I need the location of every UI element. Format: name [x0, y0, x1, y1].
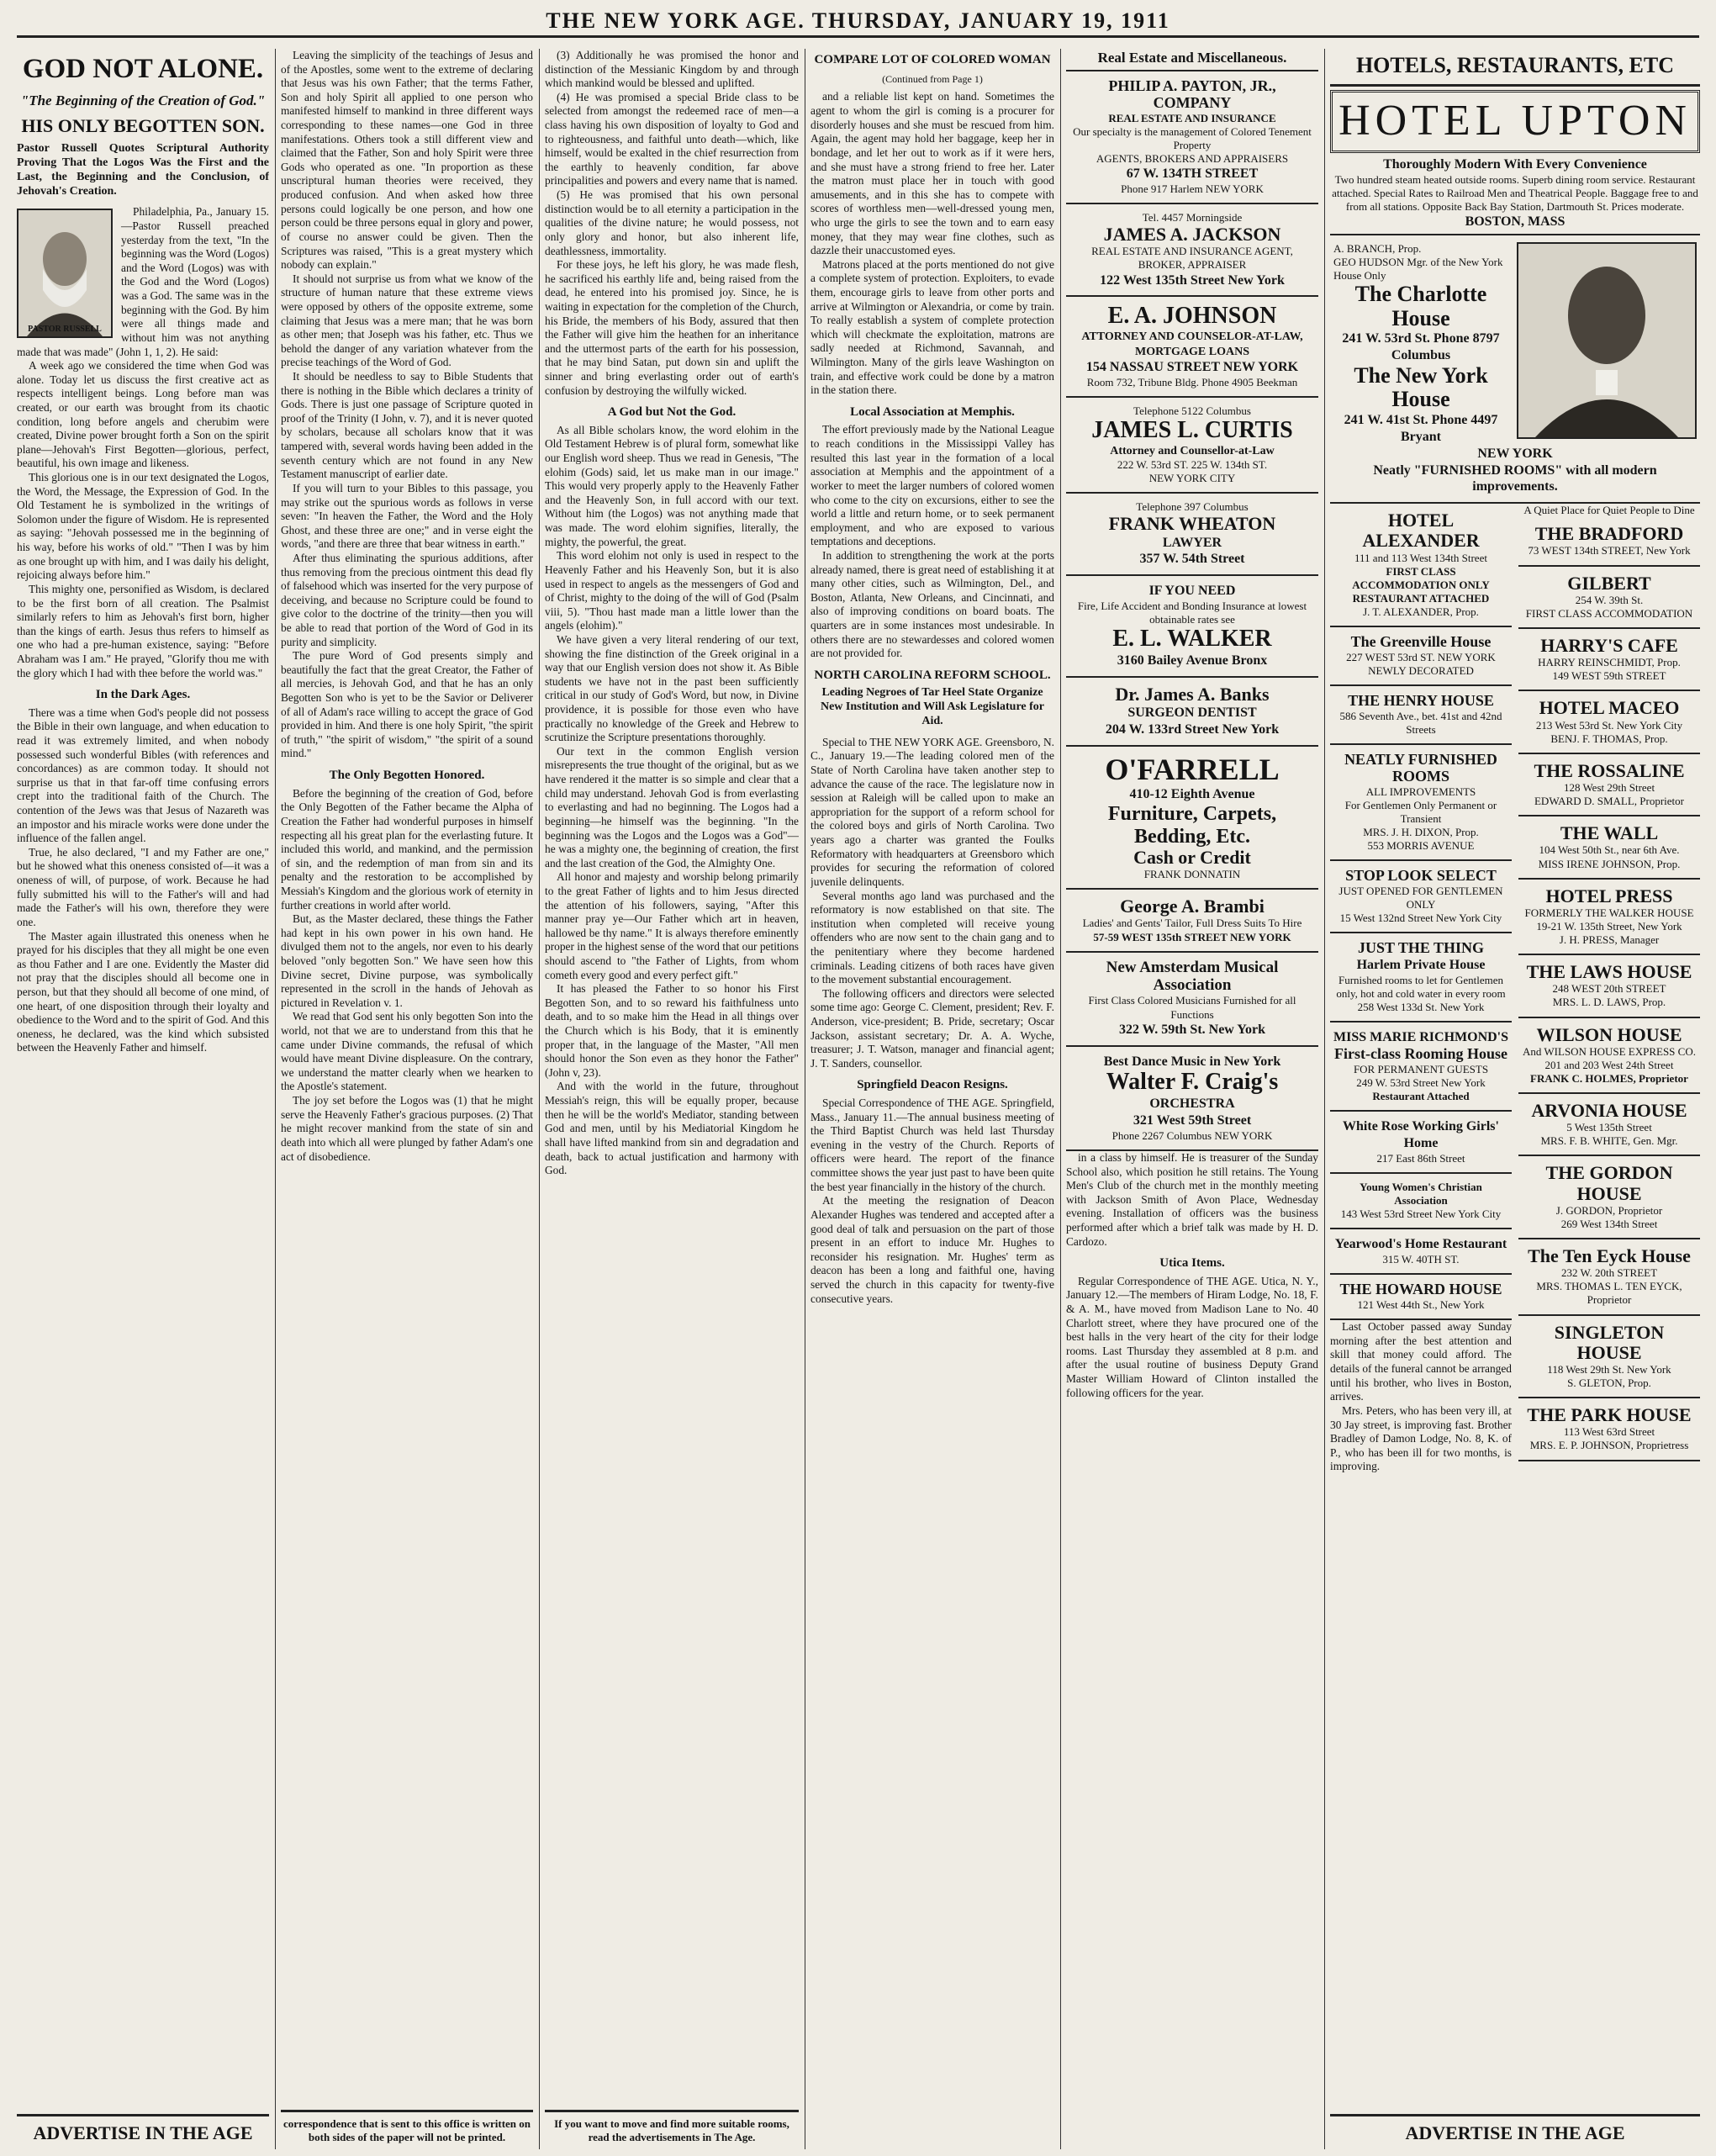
article-paragraph: (3) Additionally he was promised the honor and distinction of the Messianic Kingdom by and through which mankind would be blessed and uplifted. — [545, 49, 799, 90]
article-paragraph: This mighty one, personified as Wisdom, is declared to be the first born of all creation. The Psalmist similarly refers to him as Jehovah's first born, higher than the kings of earth. Jesus thus refers to himself as one who had a pre-human existence, saying: "Before Abraham was I am." He prayed, "Glorify thou me with the glory which I had with thee before the world was." — [17, 582, 269, 679]
ad-arvonia-address: 5 West 135th Street — [1566, 1121, 1652, 1134]
summary-deck: Pastor Russell Quotes Scriptural Authority Proving That the Logos Was the First and the Last, the Beginning and the Conclusion, of Jehovah's Creation. — [17, 142, 269, 198]
ad-craig-sub: ORCHESTRA — [1149, 1096, 1235, 1112]
ad-press-address: 19-21 W. 135th Street, New York — [1536, 919, 1682, 933]
ad-ten-eyck-name: The Ten Eyck House — [1528, 1245, 1691, 1267]
ad-stop-name: STOP LOOK SELECT — [1345, 867, 1497, 885]
ad-greenville-sub: NEWLY DECORATED — [1368, 664, 1474, 678]
article-paragraph: All honor and majesty and worship belong primarily to the great Father of lights and to him Jesus directed the attention of his followers, saying, "After this manner pray ye—Our Father which art in heaven, hallowed be thy name." It is always therefore eminently proper in the highest sense of the word that our petitions should ascend to "the Father of Lights, from whom cometh every good and every perfect gift." — [545, 870, 799, 981]
ad-yearwood — [1330, 1229, 1512, 1275]
ad-yearwood-address: 315 W. 40TH ST. — [1382, 1253, 1460, 1266]
ad-wheaton-sub: LAWYER — [1162, 535, 1222, 550]
ad-payton-line: AGENTS, BROKERS AND APPRAISERS — [1096, 152, 1289, 165]
ad-harrys-sub: HARRY REINSCHMIDT, Prop. — [1538, 656, 1681, 669]
article-paragraph: The pure Word of God presents simply and beautifully the fact that the great Creator, the Father of all mercies, is Jehovah God, and that he has an only Begotten Son who is yet to be the Savior or Deliverer of all of Adam's race willing to accept the grace of God provided in him. And there is one holy Spirit, "the spirit of truth," "the spirit of wisdom," "the spirit of a sound mind." — [281, 649, 533, 760]
ad-stop-look — [1330, 861, 1512, 933]
ad-curtis-tel: Telephone 5122 Columbus — [1133, 404, 1251, 417]
subhead-dark-ages: In the Dark Ages. — [95, 688, 191, 702]
ad-johnson — [1066, 297, 1318, 397]
subhead-memphis: Local Association at Memphis. — [850, 404, 1015, 419]
column-rule — [275, 49, 276, 2149]
subhead-begotten-son: HIS ONLY BEGOTTEN SON. — [21, 114, 265, 136]
column-1 — [17, 49, 269, 2149]
ad-nyh-tag: Neatly "FURNISHED ROOMS" with all modern improvements. — [1373, 462, 1657, 494]
ad-rossaline-prop: EDWARD D. SMALL, Proprietor — [1534, 795, 1684, 808]
ad-neat-prop: MRS. J. H. DIXON, Prop. — [1363, 826, 1479, 839]
subhead-nc-reform: NORTH CAROLINA REFORM SCHOOL. — [814, 668, 1051, 682]
ad-wall-name: THE WALL — [1560, 822, 1659, 844]
ad-just-the-thing — [1330, 933, 1512, 1023]
column-rule — [539, 49, 540, 2149]
ad-richmond-sub: First-class Rooming House — [1334, 1045, 1507, 1063]
ad-jtt-address: 258 West 133d St. New York — [1357, 1001, 1485, 1014]
ad-curtis-address: 222 W. 53rd ST. 225 W. 134th ST. — [1117, 458, 1268, 472]
ad-greenville-address: 227 WEST 53rd ST. NEW YORK — [1346, 650, 1496, 663]
ad-brambi-address: 57-59 WEST 135th STREET NEW YORK — [1093, 930, 1291, 943]
ad-hudson: GEO HUDSON Mgr. of the New York House Only — [1333, 255, 1503, 282]
article-paragraph: Several months ago land was purchased and the reformatory is now established on that site. The institution when completed will receive young offenders who are now sent to the chain gang and to the penitentiary where they become hardened criminals. Leading citizens of both races have given to the movement substantial encouragement. — [810, 889, 1054, 986]
ad-richmond-for: FOR PERMANENT GUESTS — [1353, 1062, 1489, 1075]
ad-rossaline-address: 128 West 29th Street — [1563, 781, 1655, 794]
article-paragraph: Philadelphia, Pa., January 15.—Pastor Russell preached yesterday from the text, "In the beginning was the Word (Logos) and the Word (Logos) was with the God and the Word (Logos) was a God. The same was in the beginning with the God. By him were all things made and without him was not anything made that was made" (John 1, 1, 2). He said: — [17, 205, 269, 358]
ad-ywca — [1330, 1174, 1512, 1229]
deck-beginning: "The Beginning of the Creation of God." — [20, 92, 266, 108]
ad-nyh-address: 241 W. 41st St. Phone 4497 Bryant — [1344, 413, 1498, 444]
ad-park — [1518, 1398, 1700, 1461]
ad-maceo-name: HOTEL MACEO — [1539, 697, 1680, 719]
ad-laws — [1518, 955, 1700, 1017]
ad-banks-name: Dr. James A. Banks — [1115, 683, 1270, 705]
article-paragraph: Special to THE NEW YORK AGE. Greensboro, N. C., January 19.—The leading colored men of the State of North Carolina have taken another step to advance the cause of the race. The legislature now in session at Raleigh will be called upon to make an appropriation for the support of a reform school for the colored boys and girls of North Carolina. Two years ago a charter was granted the Foulks Reformatory with headquarters at Greensboro which provides for securing the reformation of colored juvenile delinquents. — [810, 735, 1054, 888]
ad-charlotte-address: 241 W. 53rd St. Phone 8797 Columbus — [1342, 331, 1500, 363]
column-5 — [1066, 49, 1318, 2149]
ad-laws-name: THE LAWS HOUSE — [1526, 961, 1692, 983]
ad-curtis — [1066, 398, 1318, 494]
article-paragraph: in a class by himself. He is treasurer of the Sunday School also, which position he still retains. The Young Men's Club of the church met in the monthly meeting with Jackson Smith of Avon Place, Wednesday evening. Installation of officers was the business performed after which a brief talk was made by H. D. Cardozo. — [1066, 1150, 1318, 1248]
ad-singleton-prop: S. GLETON, Prop. — [1567, 1377, 1651, 1390]
ad-jackson-address: 122 West 135th Street New York — [1100, 272, 1285, 288]
ad-greenville — [1330, 627, 1512, 686]
ad-quiet-place: A Quiet Place for Quiet People to Dine — [1523, 504, 1695, 517]
headline-god-not-alone: GOD NOT ALONE. — [22, 54, 264, 84]
ad-johnson-name: E. A. JOHNSON — [1107, 303, 1277, 330]
ad-richmond-name: MISS MARIE RICHMOND'S — [1333, 1030, 1509, 1045]
ad-ten-eyck — [1518, 1239, 1700, 1316]
ad-bradford — [1518, 517, 1700, 566]
section-real-estate: Real Estate and Miscellaneous. — [1066, 49, 1318, 71]
ad-alexander-prop: J. T. ALEXANDER, Prop. — [1363, 605, 1479, 618]
ad-curtis-name: JAMES L. CURTIS — [1091, 416, 1293, 443]
ad-neat-rooms — [1330, 745, 1512, 861]
masthead: THE NEW YORK AGE. THURSDAY, JANUARY 19, 1911 — [17, 7, 1699, 38]
ad-press-sub: FORMERLY THE WALKER HOUSE — [1524, 906, 1694, 919]
ad-wilson-name: WILSON HOUSE — [1536, 1023, 1682, 1045]
ad-arvonia — [1518, 1094, 1700, 1156]
hotels-two-columns — [1330, 504, 1700, 1474]
section-hotels: HOTELS, RESTAURANTS, ETC — [1330, 49, 1700, 87]
ad-walker-sub: Fire, Life Accident and Bonding Insurance at lowest obtainable rates see — [1077, 600, 1307, 626]
ad-payton-sub: REAL ESTATE AND INSURANCE — [1108, 111, 1276, 124]
article-paragraph: and a reliable list kept on hand. Sometimes the agent to whom the girl is coming is a procurer for disorderly houses and she must be rescued from him. Again, the agent may hold her baggage, keep her in bondage, and let her out to work as if it were hers, and she must have a strong friend to free her. Later the matron must place her in touch with good amusements, and in this she has to compete with scores of worthless men—well-dressed young men, who urge the girls to see the town and to earn easy money, that they may wear fine clothes, such as dazzle their unaccustomed eyes. — [810, 90, 1054, 257]
ad-harrys-address: 149 WEST 59th STREET — [1552, 669, 1666, 683]
article-paragraph: The Master again illustrated this oneness when he prayed for his disciples that they all might be one even as thou Father and I are one. Evidently the Master did not pray that the disciples should all become one in person, but that they should all become of one mind, of one heart, of one disposition through their loyalty and obedience to the Word and to the spirit of God. And this oneness, he declared, was the kind which subsisted between the Heavenly Father and himself. — [17, 929, 269, 1054]
ad-wheaton-name: FRANK WHEATON — [1108, 513, 1276, 535]
ad-hotel-upton-name: HOTEL UPTON — [1330, 90, 1700, 152]
ad-new-amsterdam — [1066, 953, 1318, 1047]
article-paragraph: A week ago we considered the time when God was alone. Today let us discuss the first creative act as respects intelligent beings. Long before man was created, or our earth was brought from its chaotic condition, long before angels and cherubim were created, Divine power brought forth a Son on the spirit plane—Jehovah's First Begotten—glorious, perfect, beautiful, his own image and likeness. — [17, 359, 269, 470]
article-paragraph: Leaving the simplicity of the teachings of Jesus and of the Apostles, some went to the extreme of declaring that Jesus was his own Father; that the terms Father, Son and holy Spirit all applied to one person who manifested himself to mankind in three different ways corresponding to these names—one God in three manifestations. Others took a still different view and claimed that the Father, Son and holy Spirit were three Gods who operated as one. "In proportion as these unscriptural human theories were received, they produced confusion. And when asked how three persons could logically be one person, and how one person could be three persons equal in glory and power, of course no answer could be given. Then the Scriptures was raised, "This is a great mystery which nobody can explain." — [281, 49, 533, 272]
article-paragraph: Our text in the common English version misrepresents the true thought of the original, but as we have rendered it the matter is so simple and clear that a child may understand. Jehovah God is from everlasting to everlasting and had no beginning. The Logos had a beginning—he himself was the beginning. "In the beginning was the Logos and the Logos was a God"—he was a mighty one, the beginning of creation, the first and the last creation of the God, the Almighty One. — [545, 744, 799, 869]
ad-brambi — [1066, 890, 1318, 952]
article-paragraph: The following officers and directors were selected some time ago: George C. Clement, president; Rev. F. Anderson, vice-president; B. Pride, secretary; Oscar Jackson, assistant secretary; Dr. A. A. Wyche, treasurer; J. T. Watson, manager and financial agent; J. T. Sanders, counsellor. — [810, 986, 1054, 1070]
column-hotels — [1330, 49, 1700, 2149]
ad-johnson-sub: ATTORNEY AND COUNSELOR-AT-LAW, MORTGAGE LOANS — [1081, 330, 1303, 358]
ad-upton-city: BOSTON, MASS — [1330, 214, 1700, 235]
ad-walker-address: 3160 Bailey Avenue Bronx — [1117, 653, 1268, 668]
advertise-banner-left: ADVERTISE IN THE AGE — [17, 2114, 269, 2149]
portrait-icon — [18, 210, 111, 336]
ad-alexander-address: 111 and 113 West 134th Street — [1354, 551, 1487, 564]
subhead-a-god: A God but Not the God. — [607, 405, 737, 420]
ad-park-address: 113 West 63rd Street — [1563, 1425, 1655, 1439]
ad-ywca-name: Young Women's Christian Association — [1360, 1181, 1482, 1207]
ad-alexander — [1330, 504, 1512, 627]
ad-singleton-name: SINGLETON HOUSE — [1554, 1321, 1665, 1363]
ad-payton-line: Our specialty is the management of Colored Tenement Property — [1073, 124, 1312, 151]
hotels-left — [1330, 504, 1512, 1474]
ad-henry — [1330, 686, 1512, 745]
ad-wheaton-address: 357 W. 54th Street — [1139, 552, 1245, 567]
ad-gilbert — [1518, 567, 1700, 629]
ad-wilson-address: 201 and 203 West 24th Street — [1544, 1058, 1674, 1071]
ad-craig-title: Best Dance Music in New York — [1103, 1054, 1281, 1069]
ad-gordon-address: 269 West 134th Street — [1560, 1217, 1658, 1230]
ad-gilbert-name: GILBERT — [1567, 572, 1651, 594]
ad-press — [1518, 880, 1700, 956]
article-paragraph: After thus eliminating the spurious additions, after thus removing from the precious ointment this dead fly of falsehood which was inserted for the very purpose of deceiving, and because no Scripture could be found to give color to the doctrine of the trinity—then you will be able to read that portion of the Word of God in its purity and simplicity. — [281, 551, 533, 648]
article-paragraph: But, as the Master declared, these things the Father had kept in his own power in his own hand. He divulged them not to the angels, nor even to his dearly beloved "only begotten Son." We have seen how this Divine secret, Divine purpose, was symbolically represented in the scroll in the hands of Jehovah as pictured in Revelation v. 1. — [281, 912, 533, 1009]
ad-wilson-sub: And WILSON HOUSE EXPRESS CO. — [1523, 1044, 1696, 1058]
ad-johnson-room: Room 732, Tribune Bldg. Phone 4905 Beekman — [1086, 375, 1298, 388]
ad-maceo-address: 213 West 53rd St. New York City — [1535, 718, 1683, 732]
ad-walker — [1066, 576, 1318, 678]
ad-jtt-sub: Harlem Private House — [1356, 958, 1486, 973]
ad-payton — [1066, 71, 1318, 204]
ad-bradford-address: 73 WEST 134th STREET, New York — [1528, 544, 1691, 557]
ad-jackson-tel: Tel. 4457 Morningside — [1142, 211, 1243, 225]
ad-arvonia-name: ARVONIA HOUSE — [1531, 1100, 1687, 1122]
ad-wilson-holmes: FRANK C. HOLMES, Proprietor — [1530, 1071, 1688, 1085]
continued-note: (Continued from Page 1) — [882, 72, 983, 85]
ad-curtis-sub: Attorney and Counsellor-at-Law — [1110, 444, 1275, 457]
ad-johnson-address: 154 NASSAU STREET NEW YORK — [1085, 359, 1299, 374]
column-rule — [1060, 49, 1061, 2149]
ad-alexander-name: HOTEL ALEXANDER — [1362, 510, 1480, 552]
ad-jackson-name: JAMES A. JACKSON — [1103, 224, 1281, 246]
article-paragraph: Regular Correspondence of THE AGE. Utica, N. Y., January 12.—The members of Hiram Lodge, No. 18, F. & A. M., have moved from Madison Lane to No. 40 Charlott street, where they have procured one of the best halls in the very heart of the city for their lodge rooms. Last Thursday they assembled at 8 p.m. and after the usual routine of business Deputy Grand Master William Howard of Clinton installed the following officers for the year. — [1066, 1274, 1318, 1399]
ad-neat-for: For Gentlemen Only Permanent or Transient — [1344, 798, 1497, 825]
column-3 — [545, 49, 799, 2149]
ad-wilson — [1518, 1018, 1700, 1095]
ad-jackson — [1066, 204, 1318, 297]
column-4 — [810, 49, 1054, 2149]
ad-brambi-sub: Ladies' and Gents' Tailor, Full Dress Suits To Hire — [1082, 917, 1302, 930]
ad-banks-sub: SURGEON DENTIST — [1127, 705, 1257, 721]
ad-howard — [1330, 1275, 1512, 1320]
ad-alexander-sub: FIRST CLASS ACCOMMODATION ONLY — [1352, 564, 1490, 591]
subhead-utica: Utica Items. — [1159, 1256, 1225, 1271]
ad-gordon-name: THE GORDON HOUSE — [1545, 1162, 1673, 1204]
article-paragraph: The joy set before the Logos was (1) that he might serve the Heavenly Father's gracious purposes. (2) That he might recover mankind from the state of sin and death into which all were plunged by father Adam's one act of disobedience. — [281, 1094, 533, 1163]
ad-ofarrell-cash: Cash or Credit — [1133, 847, 1251, 868]
ad-stop-address: 15 West 132nd Street New York City — [1339, 912, 1502, 925]
ad-craig-address: 321 West 59th Street — [1133, 1112, 1252, 1128]
ad-nyh-name: The New York House — [1354, 362, 1488, 412]
ad-payton-address: 67 W. 134TH STREET — [1126, 166, 1259, 182]
ad-howard-name: THE HOWARD HOUSE — [1339, 1281, 1502, 1298]
ad-jtt-desc: Furnished rooms to let for Gentlemen only, hot and cold water in every room — [1336, 974, 1506, 1001]
ad-singleton — [1518, 1316, 1700, 1399]
ad-bradford-name: THE BRADFORD — [1534, 523, 1684, 545]
ad-maceo-prop: BENJ. F. THOMAS, Prop. — [1550, 732, 1668, 745]
article-paragraph: It should be needless to say to Bible Students that there is nothing in the Bible which declares a trinity of Gods. There is just one passage of Scripture quoted in proof of the Trinity (I John, v. 7), and it is never quoted by scholars, because all scholars know that it was tampered with, several words having been added in the seventh century which are not found in any New Testament manuscript of earlier date. — [281, 370, 533, 481]
ad-upton-sub: Thoroughly Modern With Every Convenience — [1383, 156, 1647, 172]
ad-ywca-address: 143 West 53rd Street New York City — [1340, 1207, 1502, 1221]
ad-stop-sub: JUST OPENED FOR GENTLEMEN ONLY — [1338, 885, 1503, 912]
ad-rossaline — [1518, 754, 1700, 816]
ad-white-rose-name: White Rose Working Girls' Home — [1343, 1119, 1499, 1151]
ad-richmond-address: 249 W. 53rd Street New York — [1356, 1076, 1486, 1090]
ad-jackson-sub: REAL ESTATE AND INSURANCE AGENT, BROKER, APPRAISER — [1091, 245, 1293, 272]
ad-walker-name: E. L. WALKER — [1112, 626, 1272, 653]
article-paragraph: Special Correspondence of THE AGE. Springfield, Mass., January 11.—The annual business meeting of the Third Baptist Church was held last Thursday evening in the vestry of the Church. Reports of officers were heard. The report of the finance committee shows the year just past to have been quite the best year financially in the history of the church. — [810, 1096, 1054, 1193]
article-paragraph: This glorious one is in our text designated the Logos, the Word, the Message, the Expression of God. In the Old Testament he is symbolized in the writings of Solomon under the figure of Wisdom. He is represented as saying: "Jehovah possessed me in the beginning of his way, before his works of old." "Then I was by him as one brought up with him, and I was daily his delight, rejoicing always before him." — [17, 471, 269, 582]
ad-maceo — [1518, 691, 1700, 753]
ad-amsterdam-name: New Amsterdam Musical Association — [1106, 958, 1279, 994]
ad-richmond — [1330, 1023, 1512, 1112]
ad-nyh-city: NEW YORK — [1477, 446, 1553, 461]
article-paragraph: This word elohim not only is used in respect to the Heavenly Father and his Heavenly Son, but it is also used in respect to angels as the messengers of God and of Christ, mighty to the doing of the will of God (Psalm viii, 5). "Thou hast made man a little lower than the angels (elohim)." — [545, 549, 799, 632]
ad-harrys — [1518, 629, 1700, 691]
ad-harrys-name: HARRY'S CAFE — [1540, 635, 1678, 656]
ad-curtis-city: NEW YORK CITY — [1148, 472, 1236, 485]
ad-wall-address: 104 West 50th St., near 6th Ave. — [1539, 843, 1680, 857]
ad-park-name: THE PARK HOUSE — [1527, 1404, 1692, 1426]
ad-payton-phone: Phone 917 Harlem NEW YORK — [1121, 182, 1264, 195]
portrait-pastor-russell — [17, 209, 113, 338]
ad-howard-address: 121 West 44th St., New York — [1357, 1298, 1485, 1312]
ad-walker-title: IF YOU NEED — [1148, 584, 1236, 599]
article-paragraph: If you will turn to your Bibles to this passage, you may strike out the spurious words as follows in verse seven: "In heaven the Father, the Word and the Holy Ghost, and these three are one;" and in verse eight the words, "and there are three that bear witness in earth." — [281, 481, 533, 551]
ad-ten-eyck-address: 232 W. 20th STREET — [1560, 1266, 1658, 1280]
ad-arvonia-prop: MRS. F. B. WHITE, Gen. Mgr. — [1540, 1134, 1678, 1148]
ad-wheaton-tel: Telephone 397 Columbus — [1136, 500, 1249, 514]
ad-henry-address: 586 Seventh Ave., bet. 41st and 42nd Streets — [1339, 709, 1502, 737]
article-paragraph: In addition to strengthening the work at the ports already named, there is great need of establishing it at many other cities, such as Wilmington, Del., and Boston, Atlanta, New Orleans, and Cincinnati, and also of improving conditions on board boats. The quarters are in some instances most undesirable. In others there are no stewardesses and colored women are not provided for. — [810, 548, 1054, 660]
article-paragraph: At the meeting the resignation of Deacon Alexander Hughes was tendered and accepted after a good deal of talk and persuasion on the part of those present in an effort to induce Mr. Hughes to reconsider his resignation. Mr. Hughes' term as deacon has been a long and faithful one, having served the church in this capacity for twenty-five consecutive years. — [810, 1194, 1054, 1305]
ad-white-rose — [1330, 1112, 1512, 1174]
portrait-hotelier — [1517, 242, 1697, 439]
correspondence-notice: correspondence that is sent to this office is written on both sides of the paper will not be printed. — [281, 2110, 533, 2149]
ad-gilbert-address: 254 W. 39th St. — [1575, 593, 1644, 606]
article-paragraph: As all Bible scholars know, the word elohim in the Old Testament Hebrew is of plural form, somewhat like our English word sheep. Thus we read in Genesis, "The elohim (Gods) said, let us make man in our image." This would very properly apply to the Heavenly Father and the Heavenly Son, in full accord with our text. Without him (the Logos) was not anything made that was made. The word elohim signifies, literally, the mighty, the powerful, the great. — [545, 423, 799, 548]
column-2 — [281, 49, 533, 2149]
column-rule — [1324, 49, 1325, 2149]
ad-ofarrell-address: 410-12 Eighth Avenue — [1129, 787, 1255, 802]
article-paragraph: Last October passed away Sunday morning after the best attention and skill that money could afford. The details of the funeral cannot be arranged until his brother, who lives in Boston, arrives. — [1330, 1320, 1512, 1403]
article-paragraph: (5) He was promised that his own personal distinction would be to all eternity a participation in the qualities of the divine nature; he would possess, not only glory and honor, but also inherent life, deathlessness, immortality. — [545, 188, 799, 257]
ad-wheaton — [1066, 494, 1318, 576]
ad-henry-name: THE HENRY HOUSE — [1348, 692, 1494, 710]
ad-charlotte-nyh — [1330, 235, 1700, 505]
ad-alexander-rest: RESTAURANT ATTACHED — [1352, 591, 1490, 605]
portrait-caption: PASTOR RUSSELL — [28, 325, 102, 335]
article-paragraph: The effort previously made by the National League to reach conditions in the Mississippi Valley has resulted this last year in the formation of a local association at Memphis and the appointment of a worker to meet the larger numbers of colored women who come to the city on excursions, either to see the world a little and return home, or to seek permanent employment, and who are exposed to various temptations and deceptions. — [810, 423, 1054, 548]
article-paragraph: Before the beginning of the creation of God, before the Only Begotten of the Father became the Alpha of Creation the Father had wonderful purposes in himself respecting all his great plan for the everlasting future. It included this world, and mankind, and the permission of sin, and the redemption of man from sin and its penalty and the restoration to be accomplished by Messiah's Kingdom and the glorious work of eternity in further creations in world after world. — [281, 786, 533, 912]
ad-branch-prop: A. BRANCH, Prop. — [1333, 241, 1422, 255]
ad-ofarrell-goods: Furniture, Carpets, Bedding, Etc. — [1107, 803, 1277, 848]
ad-amsterdam-sub: First Class Colored Musicians Furnished for all Functions — [1088, 994, 1296, 1021]
portrait-icon — [1518, 244, 1695, 437]
ad-neat-name: NEATLY FURNISHED ROOMS — [1344, 751, 1497, 785]
ad-ofarrell-name: O'FARRELL — [1105, 752, 1280, 786]
ad-jtt-name: JUST THE THING — [1357, 939, 1485, 957]
ad-yearwood-name: Yearwood's Home Restaurant — [1334, 1237, 1507, 1252]
article-paragraph: We have given a very literal rendering of our text, showing the fine distinction of the Greek original in a way that our English version does not show it. As Bible students we have not in the past been sufficiently critical in our study of God's Word, but now, in Divine providence, it is possible for those even who have practically no knowledge of the Greek and Hebrew to scrutinize the Scripture presentations thoroughly. — [545, 632, 799, 744]
ad-ofarrell-by: FRANK DONNATIN — [1143, 868, 1241, 881]
article-paragraph: It has pleased the Father to so honor his First Begotten Son, and to so reward his faithfulness unto death, and to so make him the Head in all things over the Church which is his Body, that it is eminently proper that, in the language of the Master, "All men should honor the Son even as they honor the Father" (John v, 23). — [545, 982, 799, 1079]
ad-banks — [1066, 678, 1318, 747]
article-paragraph: There was a time when God's people did not possess the Bible in their own language, and when education to read it was extremely limited, and when nobody possessed such wonderful Bibles (with references and concordances) as are common today. It should not surprise us that in that far-off time confusing errors crept into the traditional faith of the Church. The contention of the Jews was that Jesus of Nazareth was an impostor and his miracle works were done under the influence of the fallen angel. — [17, 705, 269, 845]
ad-richmond-rest: Restaurant Attached — [1372, 1090, 1470, 1103]
article-paragraph: Mrs. Peters, who has been very ill, at 30 Jay street, is improving fast. Brother Bradley of Damon Lodge, No. 8, K. of P., who has been ill for two months, is improving. — [1330, 1403, 1512, 1473]
rooms-notice: If you want to move and find more suitable rooms, read the advertisements in The Age. — [545, 2110, 799, 2149]
deck-nc-reform: Leading Negroes of Tar Heel State Organize New Institution and Will Ask Legislature for Aid. — [820, 686, 1045, 728]
subhead-only-begotten: The Only Begotten Honored. — [329, 769, 485, 783]
ad-neat-sub: ALL IMPROVEMENTS — [1365, 785, 1476, 798]
article-paragraph: We read that God sent his only begotten Son into the world, not that we are to understand from this that he came under Divine commands, the refusal of which would have meant Divine displeasure. On the contrary, we understand the matter clearly when we hearken to the Apostle's statement. — [281, 1010, 533, 1093]
ad-singleton-address: 118 West 29th St. New York — [1547, 1362, 1671, 1376]
ad-upton-desc: Two hundred steam heated outside rooms. Superb dining room service. Restaurant attached. Special Rates to Railroad Men and Theatrical People. Baggage free to and from all stations. Opposite Back Bay Station, Dartmouth St. Prices moderate. — [1332, 172, 1698, 213]
ad-laws-address: 248 WEST 20th STREET — [1552, 982, 1666, 996]
ad-ten-eyck-prop: MRS. THOMAS L. TEN EYCK, Proprietor — [1536, 1280, 1682, 1307]
ad-wall-prop: MISS IRENE JOHNSON, Prop. — [1538, 857, 1681, 870]
ad-craig-phone: Phone 2267 Columbus NEW YORK — [1111, 1128, 1273, 1142]
hotels-right — [1518, 504, 1700, 1474]
ad-gordon-prop: J. GORDON, Proprietor — [1555, 1203, 1663, 1217]
advertise-banner-right: ADVERTISE IN THE AGE — [1330, 2114, 1700, 2149]
ad-banks-address: 204 W. 133rd Street New York — [1105, 721, 1280, 737]
article-paragraph: And with the world in the future, throughout Messiah's reign, this will be equally proper, because then he will be the world's Mediator, standing between God and men, until by his Mediatorial Kingdom he shall have lifted mankind from sin and degradation and death, back to actual justification and harmony with God. — [545, 1080, 799, 1177]
ad-charlotte-name: The Charlotte House — [1354, 282, 1487, 330]
article-paragraph: It should not surprise us from what we know of the structure of human nature that these extreme views were opposed by others of the opposite extreme, some claiming that Jesus was a mere man; that he was born as other men; that Joseph was his father, etc. Thus we behold the danger of any variation whatever from the precise teachings of the Word of God. — [281, 272, 533, 369]
ad-rossaline-name: THE ROSSALINE — [1534, 759, 1685, 781]
ad-neat-address: 553 MORRIS AVENUE — [1367, 839, 1475, 853]
ad-brambi-name: George A. Brambi — [1120, 896, 1265, 917]
subhead-springfield: Springfield Deacon Resigns. — [857, 1078, 1008, 1092]
ad-press-name: HOTEL PRESS — [1545, 885, 1673, 906]
ad-press-prop: J. H. PRESS, Manager — [1559, 933, 1660, 947]
article-paragraph: For these joys, he left his glory, he was made flesh, he sacrificed his earthly life and, being raised from the dead, he entered into his promised joy. Since, he is waiting in expectation for the completion of the Church, his Bride, the members of his Body, assured that then the Father will give him the heathen for an inheritance and the uttermost parts of the earth for his possession, that he may bind Satan, put down sin and uplift the sinner and bring everlasting order out of earth's confusion by destroying the wilfully wicked. — [545, 258, 799, 397]
ad-laws-prop: MRS. L. D. LAWS, Prop. — [1552, 996, 1666, 1009]
headline-colored-woman: COMPARE LOT OF COLORED WOMAN — [814, 53, 1051, 66]
ad-craig-name: Walter F. Craig's — [1106, 1069, 1279, 1096]
ad-park-prop: MRS. E. P. JOHNSON, Proprietress — [1529, 1439, 1689, 1452]
ad-wall — [1518, 816, 1700, 879]
ad-gilbert-sub: FIRST CLASS ACCOMMODATION — [1525, 606, 1693, 620]
article-paragraph: (4) He was promised a special Bride class to be selected from amongst the redeemed race of men—a class having his own disposition of loyalty to God and to righteousness, and faithful unto death—which, like himself, would be exalted in the chief resurrection from the earthly to heavenly condition, far above principalities and powers and every name that is named. — [545, 90, 799, 188]
article-paragraph: True, he also declared, "I and my Father are one," but he showed what this oneness consisted of—it was a oneness of will, of purpose, of work. Because he had fully submitted his will to the Father's will and had made the Father's will his own, therefore they were one. — [17, 845, 269, 928]
ad-amsterdam-address: 322 W. 59th St. New York — [1118, 1022, 1266, 1037]
ad-craig — [1066, 1047, 1318, 1151]
ad-payton-name: PHILIP A. PAYTON, JR., COMPANY — [1108, 77, 1276, 111]
ad-white-rose-address: 217 East 86th Street — [1376, 1151, 1465, 1165]
article-paragraph: Matrons placed at the ports mentioned do not give a complete system of protection. Exploiters, to evade them, encourage girls to leave from other ports and arrive at Wilmington or Alexandria, or come by train. To really establish a system of complete protection which will checkmate the exploitation, matrons are sadly needed at Richmond, Savannah, and Wilmington. Many of the girls leave Washington on train, and effective work could be done by a matron in the station there. — [810, 257, 1054, 397]
ad-greenville-name: The Greenville House — [1350, 633, 1492, 651]
ad-gordon — [1518, 1156, 1700, 1239]
ad-ofarrell — [1066, 747, 1318, 890]
